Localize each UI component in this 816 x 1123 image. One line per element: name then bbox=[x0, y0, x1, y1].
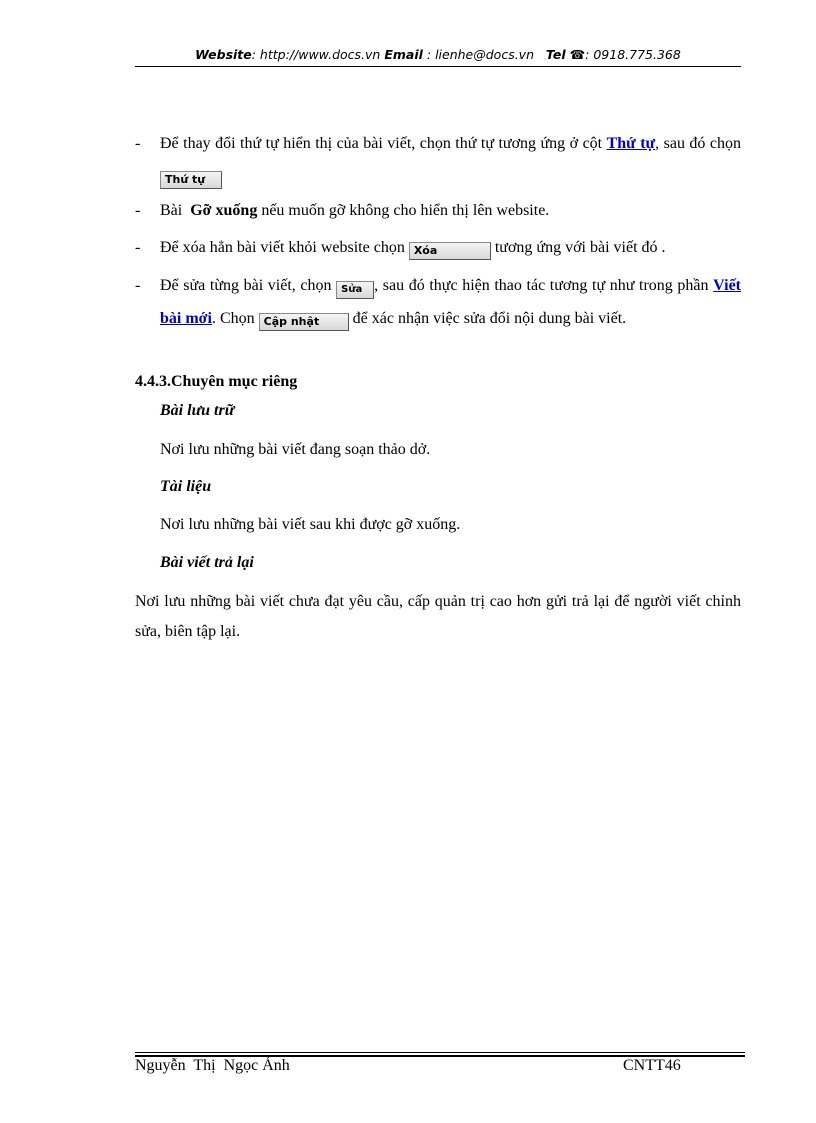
bullet-text-part: nếu muốn gỡ không cho hiển thị lên website. bbox=[257, 202, 550, 219]
page-header bbox=[135, 47, 741, 62]
subsection-text: Nơi lưu những bài viết chưa đạt yêu cầu, cấp quản trị cao hơn gửi trả lại để người viết chỉnh sửa, biên tập lại. bbox=[135, 593, 741, 640]
thu-tu-button[interactable]: Thứ tự bbox=[160, 171, 222, 189]
phone-icon: ☎ bbox=[569, 47, 586, 62]
bullet-dash: - bbox=[135, 135, 141, 152]
footer-rule bbox=[135, 1052, 745, 1053]
bullet-text bbox=[160, 231, 741, 264]
sua-button[interactable]: Sửa bbox=[336, 281, 374, 299]
bullet-item bbox=[135, 127, 741, 193]
subsection-title: Bài lưu trữ bbox=[160, 402, 235, 419]
cap-nhat-button[interactable]: Cập nhật bbox=[259, 313, 349, 331]
bullet-text-part: Để xóa hẳn bài viết khỏi website chọn bbox=[160, 239, 409, 256]
email-label: Email bbox=[384, 47, 423, 62]
bullet-text-part: , sau đó chọn bbox=[655, 135, 742, 152]
bullet-text-part: Bài bbox=[160, 202, 191, 219]
bullet-dash: - bbox=[135, 202, 141, 219]
bullet-text-part: . Chọn bbox=[211, 310, 259, 327]
subsection-text: Nơi lưu những bài viết đang soạn thảo dở. bbox=[160, 441, 431, 458]
bullet-text-part: để xác nhận việc sửa đổi nội dung bài viết. bbox=[348, 310, 627, 327]
footer-class: CNTT46 bbox=[623, 1057, 681, 1074]
bullet-text-part: Để sửa từng bài viết, chọn bbox=[160, 277, 337, 294]
bullet-text-part: tương ứng với bài viết đó . bbox=[490, 239, 666, 256]
subsection-title: Bài viết trả lại bbox=[160, 554, 254, 571]
bullet-text-part: Để thay đổi thứ tự hiển thị của bài viết, chọn thứ tự tương ứng ở cột bbox=[160, 135, 607, 152]
section-heading: 4.4.3.Chuyên mục riêng bbox=[135, 373, 298, 390]
website-url: : http://www.docs.vn bbox=[251, 47, 381, 62]
tel-label: Tel bbox=[545, 47, 566, 62]
bullet-text bbox=[160, 127, 741, 193]
subsection-title: Tài liệu bbox=[160, 478, 212, 495]
bullet-item bbox=[135, 269, 741, 335]
bullet-dash: - bbox=[135, 277, 141, 294]
bullet-text bbox=[160, 194, 741, 227]
subsection-text: Nơi lưu những bài viết sau khi được gỡ xuống. bbox=[160, 516, 461, 533]
bullet-item bbox=[135, 231, 741, 264]
thu-tu-link[interactable]: Thứ tự bbox=[606, 135, 656, 152]
bullet-dash: - bbox=[135, 239, 141, 256]
xoa-button[interactable]: Xóa bbox=[409, 242, 491, 260]
bullet-text-part: , sau đó thực hiện thao tác tương tự như trong phần bbox=[374, 277, 714, 294]
tel-number: : 0918.775.368 bbox=[585, 47, 681, 62]
email-address: : lienhe@docs.vn bbox=[422, 47, 534, 62]
website-label: Website bbox=[195, 47, 252, 62]
viet-bai-moi-link[interactable]: Viết bài mới bbox=[160, 277, 742, 327]
bullet-text bbox=[160, 269, 741, 335]
bullet-item bbox=[135, 194, 741, 227]
header-rule bbox=[135, 66, 741, 67]
footer-author: Nguyễn Thị Ngọc Ánh bbox=[135, 1057, 290, 1074]
go-xuong-term: Gỡ xuống bbox=[190, 202, 258, 219]
